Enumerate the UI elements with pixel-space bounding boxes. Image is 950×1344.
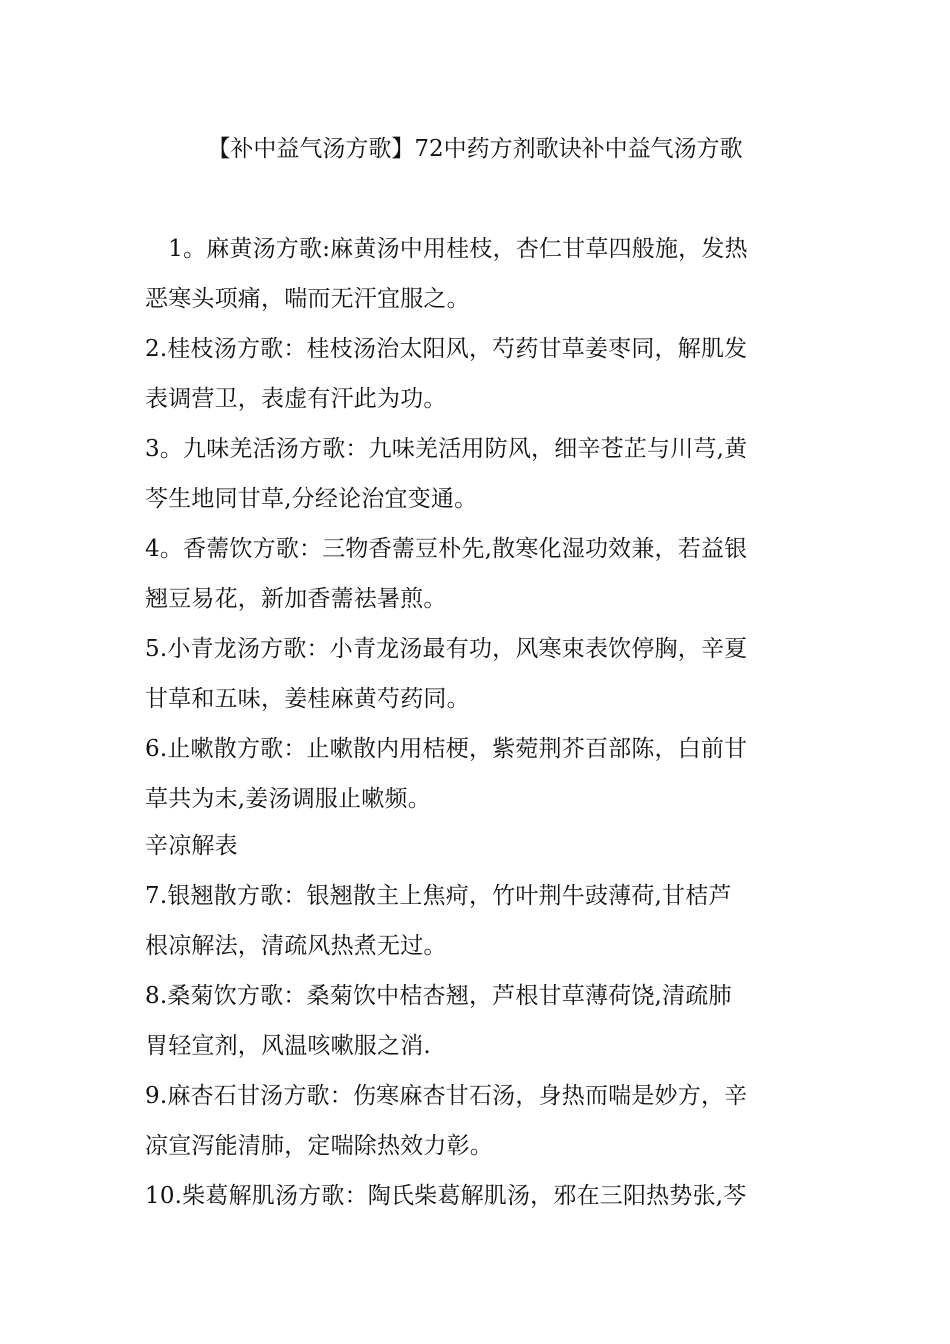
text-line-5: 3。九味羌活汤方歌：九味羌活用防风，细辛苍芷与川芎,黄 <box>145 436 748 462</box>
text-line-1: 1。麻黄汤方歌:麻黄汤中用桂枝，杏仁甘草四般施，发热 <box>145 236 748 262</box>
section-heading: 辛凉解表 <box>145 833 238 859</box>
text-line-18: 9.麻杏石甘汤方歌：伤寒麻杏甘石汤，身热而喘是妙方，辛 <box>145 1083 748 1109</box>
text-line-16: 8.桑菊饮方歌：桑菊饮中桔杏翘，芦根甘草薄荷饶,清疏肺 <box>145 983 732 1009</box>
text-line-6: 芩生地同甘草,分经论治宜变通。 <box>145 486 478 512</box>
text-line-3: 2.桂枝汤方歌：桂枝汤治太阳风，芍药甘草姜枣同，解肌发 <box>145 336 748 362</box>
text-line-7: 4。香薷饮方歌：三物香薷豆朴先,散寒化湿功效兼，若益银 <box>145 536 748 562</box>
text-line-20: 10.柴葛解肌汤方歌：陶氏柴葛解肌汤，邪在三阳热势张,芩 <box>145 1183 747 1209</box>
text-line-17: 胃轻宣剂，风温咳嗽服之消. <box>145 1033 431 1059</box>
text-line-9: 5.小青龙汤方歌：小青龙汤最有功，风寒束表饮停胸，辛夏 <box>145 636 748 662</box>
text-line-15: 根凉解法，清疏风热煮无过。 <box>145 933 447 959</box>
text-line-8: 翘豆易花，新加香薷祛暑煎。 <box>145 586 447 612</box>
text-line-10: 甘草和五味，姜桂麻黄芍药同。 <box>145 686 470 712</box>
text-line-12: 草共为末,姜汤调服止嗽频。 <box>145 786 431 812</box>
page-title: 【补中益气汤方歌】72中药方剂歌诀补中益气汤方歌 <box>207 136 743 162</box>
text-line-14: 7.银翘散方歌：银翘散主上焦疴，竹叶荆牛豉薄荷,甘桔芦 <box>145 883 732 909</box>
text-line-4: 表调营卫，表虚有汗此为功。 <box>145 386 447 412</box>
text-line-2: 恶寒头项痛，喘而无汗宜服之。 <box>145 286 470 312</box>
text-line-11: 6.止嗽散方歌：止嗽散内用桔梗，紫菀荆芥百部陈，白前甘 <box>145 736 748 762</box>
text-line-19: 凉宣泻能清肺，定喘除热效力彰。 <box>145 1133 493 1159</box>
